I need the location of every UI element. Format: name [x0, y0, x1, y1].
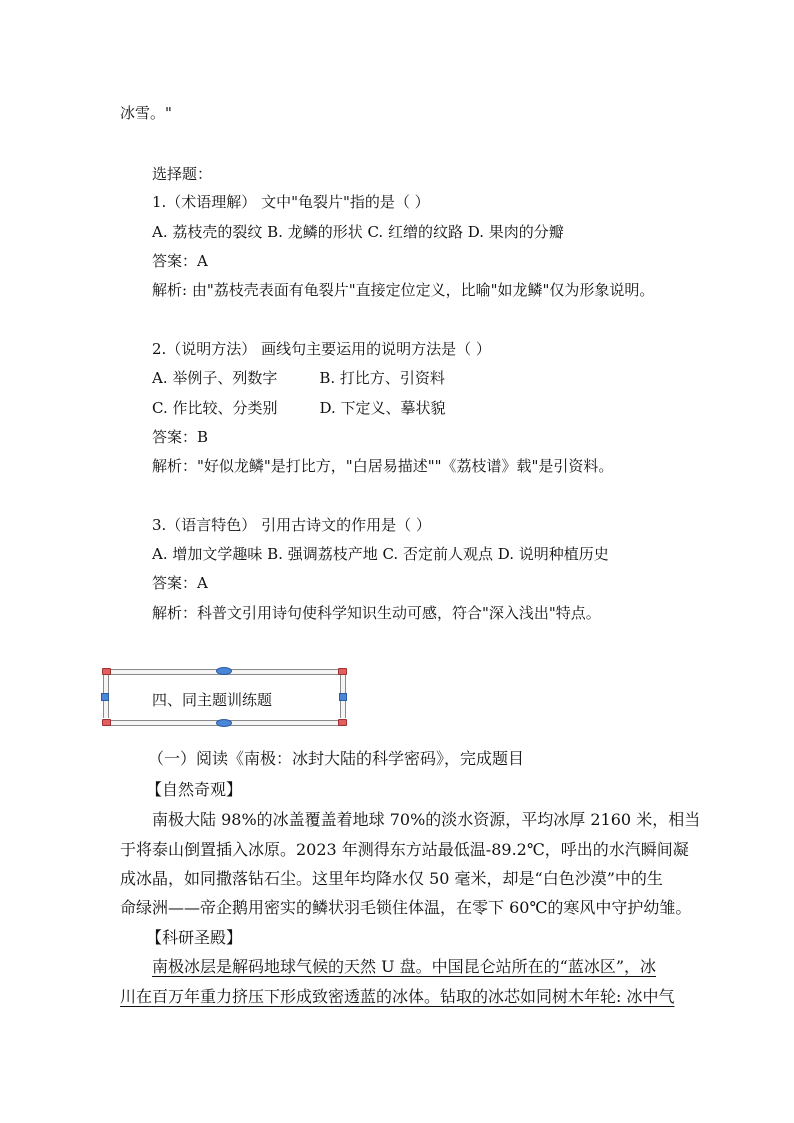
frame-corner-marker [102, 668, 111, 675]
q2-answer: 答案：B [152, 428, 209, 446]
frame-handle-bottom [216, 719, 232, 727]
frame-corner-marker [102, 719, 111, 726]
q1-answer: 答案：A [152, 252, 208, 270]
part1-line: 成冰晶，如同撒落钻石尘。这里年均降水仅 50 毫米，却是“白色沙漠”中的生 [120, 869, 663, 888]
q2-analysis: 解析："好似龙鳞"是打比方，"白居易描述""《荔枝谱》载"是引资料。 [152, 457, 614, 475]
q3-options: A. 增加文学趣味 B. 强调荔枝产地 C. 否定前人观点 D. 说明种植历史 [152, 545, 609, 563]
part2-heading: 【科研圣殿】 [146, 928, 243, 947]
q1-stem: 1.（术语理解） 文中"龟裂片"指的是（ ） [152, 193, 430, 211]
q3-stem: 3.（语言特色） 引用古诗文的作用是（ ） [152, 516, 431, 534]
q1-options: A. 荔枝壳的裂纹 B. 龙鳞的形状 C. 红缯的纹路 D. 果肉的分瓣 [152, 223, 564, 241]
part1-line: 命绿洲——帝企鹅用密实的鳞状羽毛锁住体温，在零下 60℃的寒风中守护幼雏。 [120, 898, 692, 917]
part1-line: 南极大陆 98%的冰盖覆盖着地球 70%的淡水资源，平均冰厚 2160 米，相当 [152, 810, 701, 829]
q2-options-row1 [152, 368, 445, 388]
q3-answer: 答案：A [152, 574, 208, 592]
q2-options-row2 [152, 398, 446, 418]
q2-option-b: B. 打比方、引资料 [319, 369, 445, 387]
q3-analysis: 解析：科普文引用诗句使科学知识生动可感，符合"深入浅出"特点。 [152, 604, 601, 622]
frame-handle-right [339, 693, 347, 701]
part1-line: 于将泰山倒置插入冰原。2023 年测得东方站最低温-89.2℃，呼出的水汽瞬间凝 [120, 840, 689, 859]
q2-stem: 2.（说明方法） 画线句主要运用的说明方法是（ ） [152, 340, 491, 358]
reading-title: （一）阅读《南极：冰封大陆的科学密码》，完成题目 [148, 749, 525, 768]
mcq-heading: 选择题： [152, 165, 213, 183]
frame-handle-left [101, 693, 109, 701]
frame-handle-top [216, 667, 232, 675]
q2-option-c: C. 作比较、分类别 [152, 399, 278, 417]
q2-option-d: D. 下定义、摹状貌 [319, 399, 446, 417]
part2-line-underlined: 南极冰层是解码地球气候的天然 U 盘。中国昆仑站所在的“蓝冰区”，冰 [152, 957, 657, 976]
q1-analysis: 解析: 由"荔枝壳表面有龟裂片"直接定位定义，比喻"如龙鳞"仅为形象说明。 [152, 281, 655, 299]
part1-heading: 【自然奇观】 [146, 780, 243, 799]
part2-line-underlined: 川在百万年重力挤压下形成致密透蓝的冰体。钻取的冰芯如同树木年轮: 冰中气 [120, 987, 675, 1006]
q2-option-a: A. 举例子、列数字 [152, 369, 278, 387]
section-title: 四、同主题训练题 [152, 691, 273, 709]
frame-corner-marker [338, 668, 347, 675]
carry-over-line: 冰雪。" [120, 104, 172, 122]
frame-corner-marker [338, 719, 347, 726]
